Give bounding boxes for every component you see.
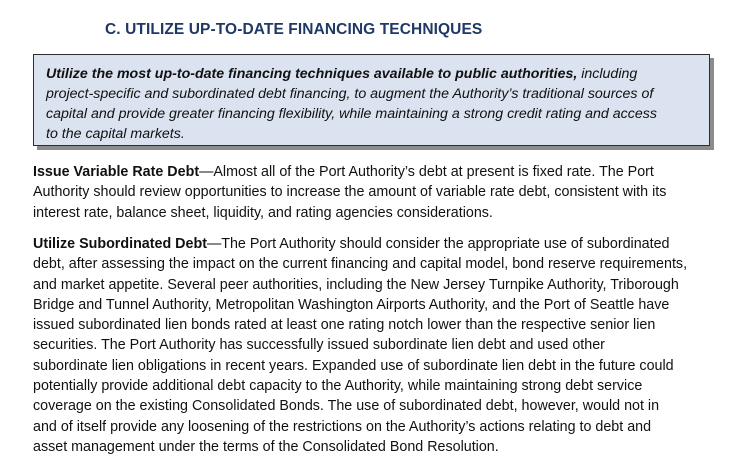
paragraph-line: Authority should review opportunities to increase the amount of variable rate debt, consistent with its bbox=[33, 184, 667, 201]
paragraph-term: Issue Variable Rate Debt bbox=[33, 164, 200, 180]
callout-line: to the capital markets. bbox=[46, 126, 185, 142]
callout-text: including bbox=[577, 66, 638, 82]
paragraph-line: interest rate, balance sheet, liquidity, and rating agencies considerations. bbox=[33, 204, 493, 221]
paragraph-text: —The Port Authority should consider the appropriate use of subordinated bbox=[206, 236, 670, 252]
paragraph-line: potentially provide additional debt capacity to the Authority, while maintaining strong debt service bbox=[33, 378, 643, 395]
paragraph-variable-rate-debt bbox=[33, 162, 723, 223]
paragraph-line: issued subordinated lien bonds rated at least one rating notch lower than the respective senior lien bbox=[33, 317, 656, 334]
paragraph-line: debt, after assessing the impact on the current financing and capital model, bond reserve requirements, bbox=[33, 256, 688, 273]
paragraph-term: Utilize Subordinated Debt bbox=[33, 236, 207, 252]
paragraph-text: —Almost all of the Port Authority’s debt at present is fixed rate. The Port bbox=[199, 164, 654, 180]
callout-lead: Utilize the most up-to-date financing techniques available to public authorities, bbox=[46, 66, 578, 82]
callout-box bbox=[33, 54, 710, 146]
callout-line: project-specific and subordinated debt financing, to augment the Authority’s traditional sources of bbox=[46, 86, 654, 102]
paragraph-line: coverage on the existing Consolidated Bonds. The use of subordinated debt, however, would not in bbox=[33, 398, 660, 415]
paragraph-line: Bridge and Tunnel Authority, Metropolitan Washington Airports Authority, and the Port of Seattle have bbox=[33, 296, 670, 313]
paragraph-line: subordinate lien obligations in recent years. Expanded use of subordinate lien debt in the future could bbox=[33, 357, 674, 374]
paragraph-line: asset management under the terms of the Consolidated Bond Resolution. bbox=[33, 438, 499, 455]
callout-line bbox=[46, 64, 700, 84]
paragraph-subordinated-debt bbox=[33, 234, 723, 457]
paragraph-line bbox=[33, 162, 723, 182]
paragraph-line: securities. The Port Authority has successfully issued subordinate lien debt and used other bbox=[33, 337, 605, 354]
section-heading: C. UTILIZE UP-TO-DATE FINANCING TECHNIQUES bbox=[105, 21, 483, 38]
paragraph-line: and of itself provide any loosening of the restrictions on the Authority’s actions relating to debt and bbox=[33, 418, 652, 435]
paragraph-line: and market appetite. Several peer authorities, including the New Jersey Turnpike Authority, Triborough bbox=[33, 276, 679, 293]
paragraph-line bbox=[33, 234, 723, 254]
callout-line: capital and provide greater financing flexibility, while maintaining a strong credit rating and access bbox=[46, 106, 657, 122]
